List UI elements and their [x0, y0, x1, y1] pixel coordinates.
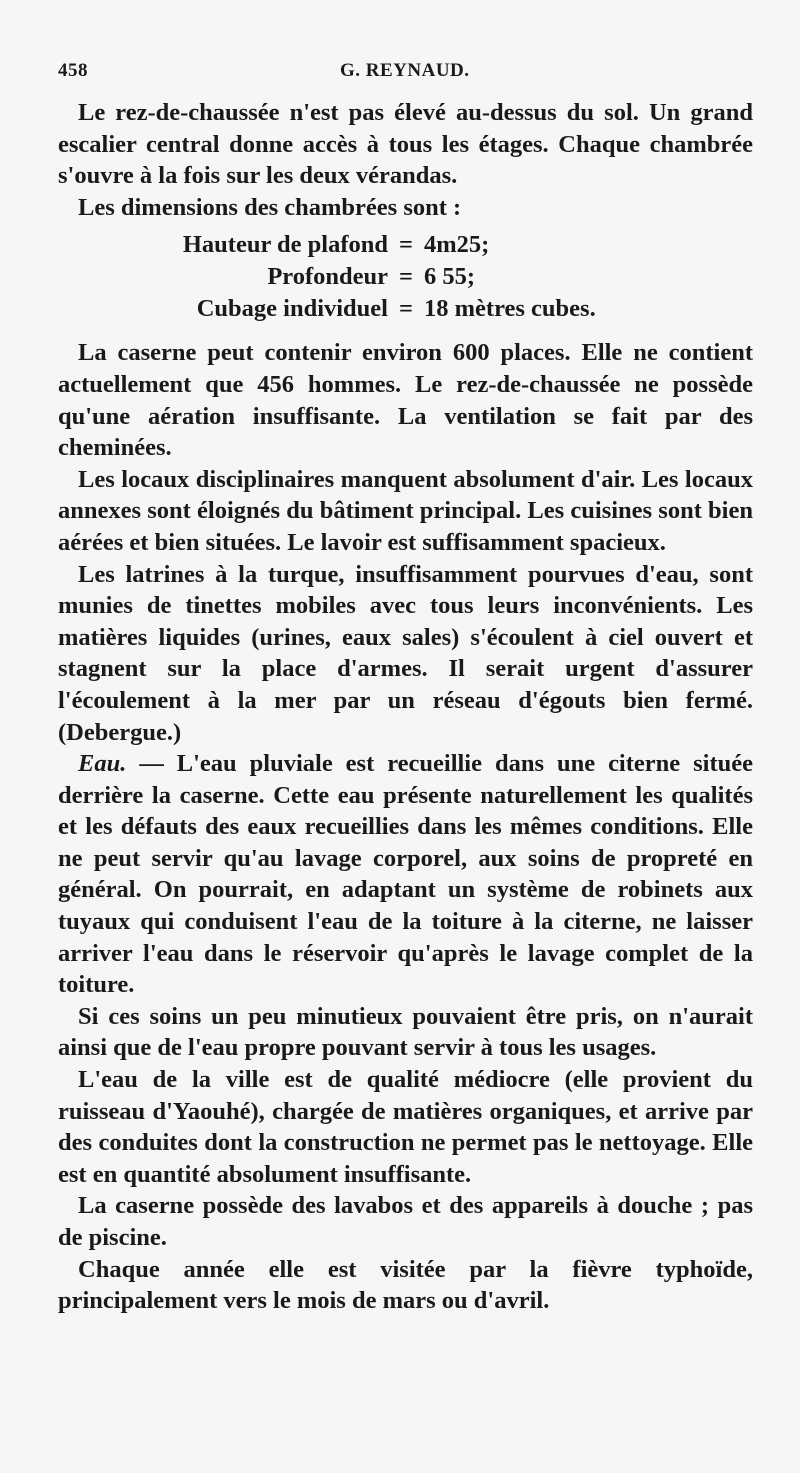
paragraph: Le rez-de-chaussée n'est pas élevé au-dessus du sol. Un grand escalier central donne accès à tous les étages. Chaque chambrée s'ouvre à la fois sur les deux vérandas.	[58, 99, 753, 190]
eau-heading: Eau.	[78, 750, 127, 778]
dimension-label: Profondeur	[267, 263, 388, 291]
dimension-row	[58, 293, 753, 325]
dimension-row	[58, 229, 753, 261]
eau-text: — L'eau pluviale est recueillie dans une citerne située derrière la caserne. Cette eau présente naturellement les qualités et les défauts des eaux recueillies dans les mêmes conditions. Elle ne peut servir qu'au lavage corporel, aux soins de propreté en général. On pourrait, en adaptant un système de robinets aux tuyaux qui conduisent l'eau de la toiture à la citerne, ne laisser arriver l'eau dans le réservoir qu'après le lavage complet de la toiture.	[58, 750, 753, 999]
dimension-equals: =	[399, 263, 413, 291]
dimension-equals: =	[399, 295, 413, 323]
paragraph-eau	[58, 748, 753, 1001]
paragraph: La caserne peut contenir environ 600 places. Elle ne contient actuellement que 456 hommes. Le rez-de-chaussée ne possède qu'une aération insuffisante. La ventilation se fait par des cheminées.	[58, 339, 753, 462]
paragraph: Les locaux disciplinaires manquent absolument d'air. Les locaux annexes sont éloignés du bâtiment principal. Les cuisines sont bien aérées et bien situées. Le lavoir est suffisamment spacieux.	[58, 465, 753, 556]
paragraph: Les latrines à la turque, insuffisamment pourvues d'eau, sont munies de tinettes mobiles avec tous leurs inconvénients. Les matières liquides (urines, eaux sales) s'écoulent à ciel ouvert et stagnent sur la place d'armes. Il serait urgent d'assurer l'écoulement à la mer par un réseau d'égouts bien fermé. (Debergue.)	[58, 560, 753, 746]
dimension-value: 18 mètres cubes.	[424, 295, 596, 323]
paragraph: Si ces soins un peu minutieux pouvaient être pris, on n'aurait ainsi que de l'eau propre pouvant servir à tous les usages.	[58, 1002, 753, 1062]
dimension-label: Hauteur de plafond	[182, 231, 388, 259]
paragraph: Les dimensions des chambrées sont :	[78, 193, 462, 221]
body-text	[58, 97, 753, 1317]
page-number: 458	[58, 60, 88, 81]
page-header	[58, 60, 752, 86]
dimension-row	[58, 261, 753, 293]
paragraph: La caserne possède des lavabos et des appareils à douche ; pas de piscine.	[58, 1192, 753, 1251]
dimension-equals: =	[399, 231, 413, 259]
paragraph: Chaque année elle est visitée par la fièvre typhoïde, principalement vers le mois de mars ou d'avril.	[58, 1255, 753, 1315]
dimension-label: Cubage individuel	[196, 295, 388, 323]
running-head: G. REYNAUD.	[340, 60, 470, 81]
paragraph: L'eau de la ville est de qualité médiocre (elle provient du ruisseau d'Yaouhé), chargée de matières organiques, et arrive par des conduites dont la construction ne permet pas le nettoyage. Elle est en quantité absolument insuffisante.	[58, 1066, 753, 1188]
dimensions-table	[58, 229, 753, 325]
dimension-value: 6 55;	[424, 263, 476, 291]
dimension-value: 4m25;	[424, 231, 490, 259]
